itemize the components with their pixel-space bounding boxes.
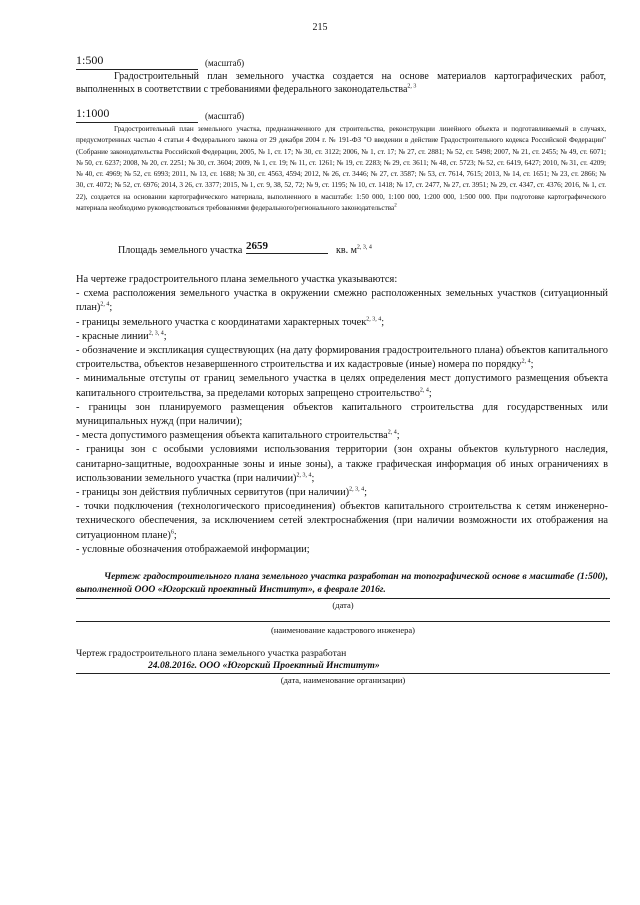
drawing-item: [76, 316, 608, 330]
basis-caption-date: (дата): [332, 600, 354, 610]
drawing-item-sup: 2, 3, 4: [349, 486, 365, 493]
page-number: 215: [312, 22, 328, 33]
drawing-item-text: - границы зон действия публичных сервитутов (при наличии): [76, 487, 350, 499]
drawing-item: [76, 500, 608, 543]
engineer-line: [76, 621, 610, 622]
scale-2-field: [76, 106, 198, 123]
drawing-item-sup: 2, 3, 4: [296, 472, 312, 479]
drawing-item-tail: ;: [109, 302, 113, 314]
scale-1-label: (масштаб): [205, 58, 245, 68]
drawing-item-tail: ;: [428, 387, 432, 399]
drawing-item-text: - схема расположения земельного участка в окружении смежно расположенных земельных участков (ситуационный план): [76, 288, 608, 314]
area-label: Площадь земельного участка: [118, 245, 243, 256]
drawing-item-sup: 2, 3, 4: [366, 316, 382, 323]
drawing-item: [76, 372, 608, 400]
drawing-item: [76, 401, 608, 429]
drawing-item: [76, 543, 608, 557]
drawing-item: [76, 330, 608, 344]
area-unit-wrap: [336, 245, 372, 256]
drawing-item-tail: ;: [163, 330, 167, 342]
developed-underline: [76, 673, 610, 674]
drawing-item-text: - места допустимого размещения объекта капитального строительства: [76, 430, 388, 442]
developed-value: 24.08.2016г. ООО «Югорский Проектный Институт»: [148, 660, 380, 671]
drawing-item-tail: ;: [173, 529, 177, 541]
basis-underline: [76, 598, 610, 599]
scale-1-value: 1:500: [76, 53, 198, 70]
scale-2-note-sup: 2: [394, 203, 397, 209]
basis-caption-engineer: (наименование кадастрового инженера): [271, 625, 415, 635]
developed-caption: (дата, наименование организации): [280, 675, 406, 685]
drawing-item-text: - условные обозначения отображаемой информации;: [76, 543, 310, 555]
drawing-item-text: - границы зон планируемого размещения объектов капитального строительства для государственных или муниципальных нужд (при наличии);: [76, 401, 608, 428]
scale-2-value: 1:1000: [76, 106, 198, 123]
basis-text: Чертеж градостроительного плана земельного участка разработан на топографической основе в масштабе (1:500), выполненной ООО «Югорский проектный Институт», в феврале 2016г.: [76, 571, 608, 595]
drawing-item-sup: 2, 4: [521, 358, 531, 365]
drawing-item-text: - точки подключения (технологического присоединения) объектов капитального строительства к сетям инженерно-технического обеспечения, за исключением сетей электроснабжения (при наличии возможности их отображения на ситуационном плане): [76, 501, 608, 541]
area-unit-sup: 2, 3, 4: [356, 244, 372, 251]
scale-1-note-text: Градостроительный план земельного участка создается на основе материалов картографических работ, выполненных в соответствии с требованиями федерального законодательства: [76, 71, 606, 95]
scale-2-label: (масштаб): [205, 111, 245, 121]
drawing-item-tail: ;: [311, 472, 315, 484]
scale-1-note: [76, 70, 606, 96]
scale-1-note-sup: 2, 3: [407, 83, 417, 90]
area-value: 2659: [246, 240, 328, 254]
drawing-item-text: - границы земельного участка с координатами характерных точек: [76, 316, 367, 328]
developed-label: Чертеж градостроительного плана земельного участка разработан: [76, 648, 347, 659]
drawing-item-tail: ;: [530, 359, 534, 371]
drawing-item: [76, 429, 608, 443]
drawing-item-sup: 2, 4: [100, 301, 110, 308]
drawing-items-list: [76, 287, 608, 557]
scale-2-note: [76, 124, 606, 214]
drawing-intro: На чертеже градостроительного плана земельного участка указываются:: [76, 274, 398, 285]
drawing-item-text: - минимальные отступы от границ земельного участка в целях определения мест допустимого размещения объекта капитального строительства, за пределами которых запрещено строительство: [76, 373, 608, 399]
drawing-item-sup: 2, 4: [387, 429, 397, 436]
drawing-item-tail: ;: [396, 430, 400, 442]
drawing-item-sup: 6: [170, 529, 174, 536]
drawing-item-sup: 2, 4: [419, 387, 429, 394]
drawing-item: [76, 443, 608, 486]
drawing-item-tail: ;: [381, 316, 385, 328]
scale-1-field: [76, 53, 198, 70]
drawing-item: [76, 486, 608, 500]
scale-2-note-text: Градостроительный план земельного участка, предназначенного для строительства, реконструкции линейного объекта и подготавливаемый в случаях, предусмотренных частью 4 статьи 4 Федерального закона от 29 декабря 2004 г. № 191-ФЗ "О введении в действие Градостроительного кодекса Российской Федерации" (Собрание законодательства Российской Федерации, 2005, № 1, ст. 17; № 30, ст. 3122; 2006, № 1, ст. 17; № 27, ст. 2881; № 52, ст. 5498; 2007, № 21, ст. 2455; № 49, ст. 6071; № 50, ст. 6237; 2008, № 20, ст. 2251; № 30, ст. 3604; 2009, № 1, ст. 19; № 11, ст. 1261; № 19, ст. 2283; № 29, ст. 3611; № 48, ст. 5723; № 52, ст. 6419, 6427; 2010, № 31, ст. 4209; № 40, ст. 4969; № 52, ст. 6993; 2011, № 13, ст. 1688; № 30, ст. 4563, 4594; 2012, № 26, ст. 3446; № 27, ст. 3587; № 53, ст. 7614, 7615; 2013, № 14, ст. 1651; № 23, ст. 2866; № 30, ст. 4072; № 52, ст. 6976; 2014, 3 26, ст. 3377; 2015, № 1, ст. 9, 38, 52, 72; № 9, ст. 1195; № 10, ст. 1418; № 17, ст. 2477, № 27, ст. 3951; № 29, ст. 4347, ст. 4376; 2016, № 1, ст. 22), создается на основании картографического материала, выполненного в масштабе: 1:50 000, 1:100 000, 1:200 000, 1:500 000. При подготовке картографического материала необходимо руководствоваться требованиями федерального/регионального законодательства: [76, 125, 606, 213]
drawing-item: [76, 344, 608, 372]
area-unit: кв. м: [336, 245, 357, 256]
drawing-item-tail: ;: [364, 487, 367, 499]
drawing-item-sup: 2, 3, 4: [148, 330, 164, 337]
drawing-item-text: - обозначение и экспликация существующих (на дату формирования градостроительного плана) объектов капитального строительства, объектов незавершенного строительства и их кадастровые (иные) номера по порядку: [76, 345, 608, 371]
drawing-contents: [76, 273, 608, 557]
drawing-item-text: - красные линии: [76, 330, 149, 342]
drawing-item: [76, 287, 608, 315]
drawing-item-text: - границы зон с особыми условиями использования территории (зон охраны объектов культурного наследия, санитарно-защитные, водоохранные зоны и иные зоны), а также графическая информация об иных ограничениях в использовании земельного участка (при наличии): [76, 444, 608, 484]
